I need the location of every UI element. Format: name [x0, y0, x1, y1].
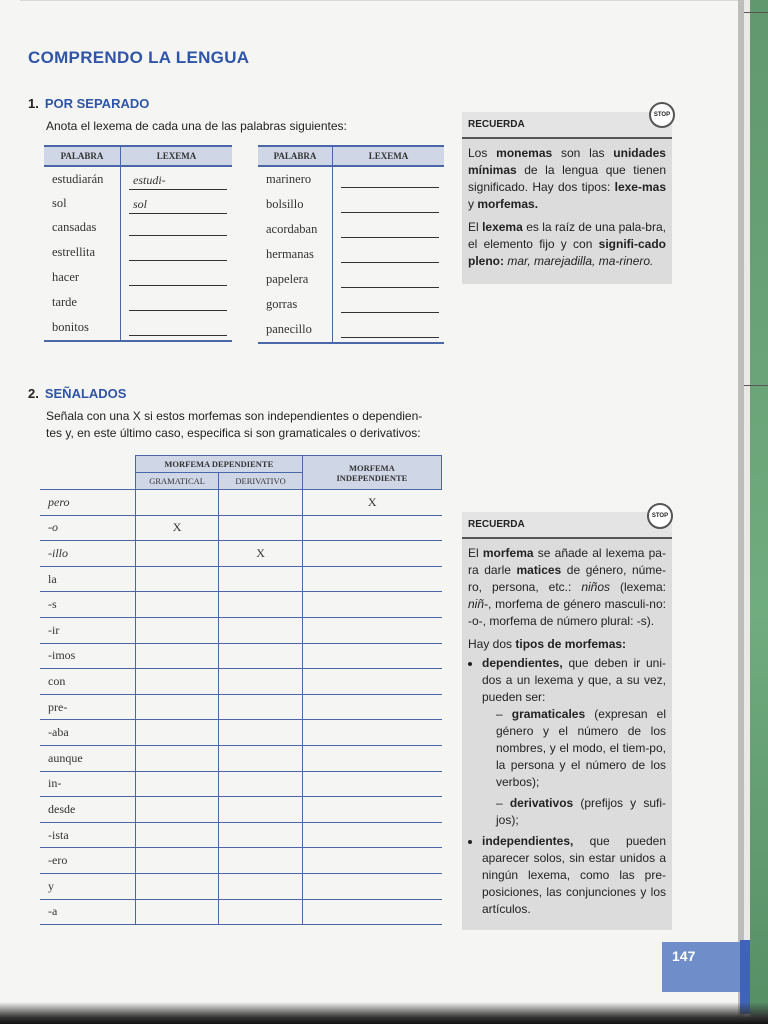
table-row — [44, 290, 232, 315]
gramatical-cell[interactable] — [135, 797, 218, 823]
table-row — [258, 267, 444, 292]
morfema-cell: con — [40, 669, 135, 695]
morfema-cell: in- — [40, 771, 135, 797]
word-cell: panecillo — [258, 317, 333, 343]
word-cell: hermanas — [266, 247, 314, 261]
morfema-cell: -ista — [40, 822, 135, 848]
table-row — [258, 317, 444, 343]
table-row — [40, 541, 442, 567]
derivativo-cell[interactable] — [219, 515, 302, 541]
recuerda-box-morfemas — [462, 512, 672, 930]
morfema-cell: -a — [40, 899, 135, 925]
gramatical-cell[interactable] — [135, 899, 218, 925]
table-row — [44, 315, 232, 341]
morfema-cell: desde — [40, 797, 135, 823]
section-title: SEÑALADOS — [44, 386, 127, 401]
table-row — [44, 191, 232, 215]
section-number: 2. — [28, 386, 39, 401]
green-background-strip — [750, 0, 768, 1024]
independiente-cell[interactable] — [302, 873, 441, 899]
derivativo-cell[interactable] — [219, 848, 302, 874]
lexema-cell — [333, 166, 445, 192]
table-row — [40, 822, 442, 848]
gramatical-cell[interactable] — [135, 669, 218, 695]
independiente-cell[interactable] — [302, 669, 441, 695]
table-row — [40, 797, 442, 823]
stop-sign-icon: STOP — [649, 102, 675, 128]
derivativo-cell[interactable] — [219, 669, 302, 695]
list-item: • independientes, que pueden aparecer solos, sin estar unidos a ningún lexema, como las pre-posiciones, las conjunciones y los artículos. — [482, 833, 666, 918]
section-title: POR SEPARADO — [44, 96, 150, 111]
derivativo-cell[interactable] — [219, 592, 302, 618]
empty-corner — [40, 456, 135, 490]
word-cell: estudiarán — [52, 171, 104, 186]
page-edge-shadow — [738, 0, 744, 1024]
recuerda-body — [462, 139, 672, 284]
section-1-instruction: Anota el lexema de cada una de las palabras siguientes: — [46, 119, 347, 133]
independiente-cell[interactable] — [302, 694, 441, 720]
morfema-cell: y — [40, 873, 135, 899]
lexema-cell — [333, 242, 445, 267]
independiente-cell[interactable] — [302, 899, 441, 925]
morfema-cell: -ir — [40, 617, 135, 643]
lexema-answer-field[interactable] — [341, 246, 439, 263]
gramatical-cell[interactable] — [135, 490, 218, 516]
derivativo-cell[interactable] — [219, 566, 302, 592]
word-cell: acordaban — [266, 222, 318, 236]
table-row — [40, 515, 442, 541]
lexema-cell — [333, 217, 445, 242]
lexema-cell — [121, 315, 233, 341]
table-row — [40, 899, 442, 925]
derivativo-cell[interactable] — [219, 822, 302, 848]
gramatical-cell[interactable] — [135, 617, 218, 643]
independiente-cell[interactable] — [302, 541, 441, 567]
morfema-cell: -ero — [40, 848, 135, 874]
column-header-independiente: MORFEMA INDEPENDIENTE — [302, 456, 441, 490]
derivativo-cell[interactable] — [219, 771, 302, 797]
paragraph: Los monemas son las unidades mínimas de la lengua que tienen significado. Hay dos tipos: lexe-mas y morfemas. — [468, 146, 666, 211]
lexema-cell — [333, 317, 445, 343]
lexema-cell — [121, 290, 233, 315]
table-row — [40, 617, 442, 643]
sublist — [482, 706, 666, 829]
lexema-cell — [121, 215, 233, 240]
table-row — [40, 720, 442, 746]
table-row — [258, 217, 444, 242]
gramatical-cell[interactable] — [135, 566, 218, 592]
derivativo-cell[interactable] — [219, 490, 302, 516]
gramatical-cell[interactable] — [135, 592, 218, 618]
gramatical-cell[interactable] — [135, 873, 218, 899]
list-item: • dependientes, que deben ir uni-dos a un lexema y que, a su vez, pueden ser: – gramaticales (expresan el género y el número de los nombres, y el modo, el tiem-po, la persona y el número de los verbos); – derivativos (prefijos y sufi-jos); — [482, 655, 666, 829]
gramatical-cell[interactable] — [135, 720, 218, 746]
list-item: – gramaticales (expresan el género y el número de los nombres, y el modo, el tiem-po, la persona y el número de los verbos); — [496, 707, 666, 789]
independiente-cell[interactable] — [302, 797, 441, 823]
independiente-cell[interactable] — [302, 617, 441, 643]
section-2-heading — [28, 386, 126, 401]
lexema-cell — [333, 292, 445, 317]
table-row — [258, 242, 444, 267]
table-row — [258, 166, 444, 192]
word-cell: cansadas — [52, 220, 97, 234]
recuerda-header: RECUERDA — [462, 512, 672, 539]
lexema-cell — [121, 265, 233, 290]
gramatical-cell[interactable] — [135, 822, 218, 848]
lexema-answer-field[interactable]: estudi- — [129, 173, 227, 190]
lexema-cell — [333, 192, 445, 217]
derivativo-cell[interactable]: X — [219, 541, 302, 567]
gramatical-cell[interactable]: X — [135, 515, 218, 541]
table-row — [40, 669, 442, 695]
paragraph: El morfema se añade al lexema pa-ra darle matices de género, núme-ro, persona, etc.: niños (lexema: niñ-, morfema de género masculi-no: -o-, morfema de número plural: -s). — [468, 546, 667, 628]
column-header-derivativo: DERIVATIVO — [219, 473, 302, 490]
edge-line — [744, 385, 768, 386]
table-row — [40, 848, 442, 874]
lexema-answer-field[interactable] — [341, 296, 439, 313]
table-row — [44, 215, 232, 240]
gramatical-cell[interactable] — [135, 745, 218, 771]
lexema-answer-field[interactable] — [129, 219, 227, 236]
independiente-cell[interactable] — [302, 720, 441, 746]
derivativo-cell[interactable] — [219, 694, 302, 720]
morfema-cell: la — [40, 566, 135, 592]
table-row — [44, 166, 232, 191]
lexema-cell — [333, 267, 445, 292]
word-cell: gorras — [266, 297, 298, 311]
lexema-cell — [121, 166, 233, 191]
lexema-answer-field[interactable] — [129, 294, 227, 311]
table-row — [40, 694, 442, 720]
gramatical-cell[interactable] — [135, 643, 218, 669]
derivativo-cell[interactable] — [219, 899, 302, 925]
morfema-cell: aunque — [40, 745, 135, 771]
independiente-cell[interactable] — [302, 515, 441, 541]
lexema-answer-field[interactable] — [341, 196, 439, 213]
section-number: 1. — [28, 96, 39, 111]
morfema-cell: -illo — [40, 541, 135, 567]
morfema-cell: -aba — [40, 720, 135, 746]
word-cell: bonitos — [44, 315, 121, 341]
section-1-heading — [28, 96, 149, 111]
word-cell: estrellita — [52, 245, 96, 259]
lexema-answer-field[interactable]: sol — [129, 197, 227, 214]
bottom-shadow — [0, 1002, 768, 1024]
table-row — [44, 265, 232, 290]
independiente-cell[interactable] — [302, 592, 441, 618]
lexema-table-right — [258, 145, 444, 344]
recuerda-header: RECUERDA — [462, 112, 672, 139]
word-cell: bolsillo — [266, 197, 304, 211]
recuerda-body — [462, 539, 672, 930]
independiente-cell[interactable]: X — [302, 490, 441, 516]
table-row — [40, 643, 442, 669]
word-cell: hacer — [52, 270, 80, 284]
table-row — [258, 292, 444, 317]
table-row — [40, 566, 442, 592]
derivativo-cell[interactable] — [219, 745, 302, 771]
derivativo-cell[interactable] — [219, 873, 302, 899]
table-row — [40, 745, 442, 771]
morfema-table — [40, 455, 442, 925]
gramatical-cell[interactable] — [135, 848, 218, 874]
paragraph: Hay dos tipos de morfemas: — [468, 637, 627, 651]
table-row — [258, 192, 444, 217]
lexema-cell — [121, 191, 233, 215]
lexema-answer-field[interactable] — [341, 221, 439, 238]
derivativo-cell[interactable] — [219, 643, 302, 669]
column-header-palabra: PALABRA — [44, 146, 121, 166]
table-row — [40, 592, 442, 618]
word-cell: sol — [52, 195, 67, 210]
lexema-answer-field[interactable] — [129, 269, 227, 286]
column-header-lexema: LEXEMA — [333, 146, 445, 166]
word-cell: tarde — [52, 295, 77, 309]
derivativo-cell[interactable] — [219, 720, 302, 746]
edge-line — [744, 12, 768, 13]
gramatical-cell[interactable] — [135, 541, 218, 567]
header-rule — [20, 0, 740, 1]
section-2-instruction: Señala con una X si estos morfemas son independientes o dependien- tes y, en este último caso, especifica si son gramaticales o derivativos: — [46, 409, 423, 440]
column-header-lexema: LEXEMA — [121, 146, 233, 166]
lexema-answer-field[interactable] — [341, 321, 439, 338]
word-cell: papelera — [266, 272, 309, 286]
lexema-answer-field[interactable] — [129, 244, 227, 261]
derivativo-cell[interactable] — [219, 617, 302, 643]
table-row — [40, 771, 442, 797]
page-number: 147 — [662, 942, 740, 992]
list-item: – derivativos (prefijos y sufi-jos); — [496, 796, 666, 827]
morfema-types-list — [468, 655, 666, 918]
lexema-table-left — [44, 145, 232, 342]
table-row — [40, 873, 442, 899]
gramatical-cell[interactable] — [135, 694, 218, 720]
independiente-cell[interactable] — [302, 771, 441, 797]
lexema-cell — [121, 240, 233, 265]
stop-sign-icon: STOP — [647, 503, 673, 529]
recuerda-box-monemas — [462, 112, 672, 284]
gramatical-cell[interactable] — [135, 771, 218, 797]
independiente-cell[interactable] — [302, 822, 441, 848]
paragraph: El lexema es la raíz de una pala-bra, el elemento fijo y con signifi-cado pleno: mar, marejadilla, ma-rinero. — [468, 220, 666, 268]
morfema-cell: -s — [40, 592, 135, 618]
page-title: COMPRENDO LA LENGUA — [28, 48, 250, 67]
lexema-answer-field[interactable] — [341, 271, 439, 288]
independiente-cell[interactable] — [302, 643, 441, 669]
word-cell: marinero — [266, 172, 312, 186]
table-row — [40, 490, 442, 516]
column-header-gramatical: GRAMATICAL — [135, 473, 218, 490]
independiente-cell[interactable] — [302, 745, 441, 771]
morfema-cell: pero — [40, 490, 135, 516]
column-header-palabra: PALABRA — [258, 146, 333, 166]
morfema-cell: pre- — [40, 694, 135, 720]
lexema-answer-field[interactable] — [129, 319, 227, 336]
lexema-answer-field[interactable] — [341, 171, 439, 188]
column-header-dependiente: MORFEMA DEPENDIENTE — [135, 456, 302, 473]
morfema-cell: -imos — [40, 643, 135, 669]
derivativo-cell[interactable] — [219, 797, 302, 823]
independiente-cell[interactable] — [302, 848, 441, 874]
table-row — [44, 240, 232, 265]
morfema-cell: -o — [40, 515, 135, 541]
independiente-cell[interactable] — [302, 566, 441, 592]
